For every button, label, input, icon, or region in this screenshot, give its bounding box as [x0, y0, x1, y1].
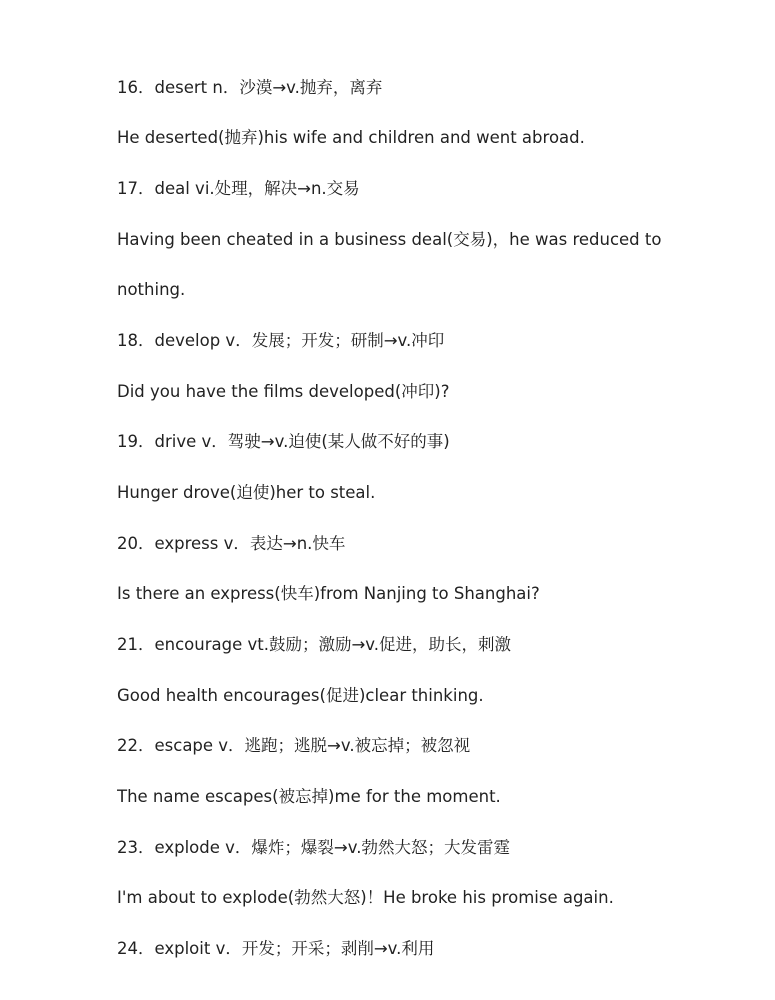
- entry-23-heading: 23．explode v．爆炸；爆裂→v.勃然大怒；大发雷霆: [117, 838, 510, 857]
- entry-17-heading: 17．deal vi.处理，解决→n.交易: [117, 179, 360, 198]
- entry-19-heading: 19．drive v．驾驶→v.迫使(某人做不好的事): [117, 432, 450, 451]
- entry-16-example: He deserted(抛弃)his wife and children and went abroad.: [117, 128, 585, 147]
- entry-23-example: I'm about to explode(勃然大怒)！He broke his promise again.: [117, 888, 614, 907]
- entry-18-heading: 18．develop v．发展；开发；研制→v.冲印: [117, 331, 445, 350]
- entry-22-example: The name escapes(被忘掉)me for the moment.: [117, 787, 501, 806]
- entry-21-example: Good health encourages(促进)clear thinking.: [117, 686, 484, 705]
- entry-16-heading: 16．desert n．沙漠→v.抛弃，离弃: [117, 78, 383, 97]
- entry-22-heading: 22．escape v．逃跑；逃脱→v.被忘掉；被忽视: [117, 736, 471, 755]
- entry-19-example: Hunger drove(迫使)her to steal.: [117, 483, 376, 502]
- entry-17-example: Having been cheated in a business deal(交易)，he was reduced to: [117, 230, 662, 249]
- entry-24-heading: 24．exploit v．开发；开采；剥削→v.利用: [117, 939, 435, 958]
- entry-17-example-cont: nothing.: [117, 280, 186, 299]
- entry-20-heading: 20．express v．表达→n.快车: [117, 534, 346, 553]
- entry-18-example: Did you have the films developed(冲印)?: [117, 382, 450, 401]
- entry-21-heading: 21．encourage vt.鼓励；激励→v.促进，助长，刺激: [117, 635, 512, 654]
- entry-20-example: Is there an express(快车)from Nanjing to Shanghai?: [117, 584, 540, 603]
